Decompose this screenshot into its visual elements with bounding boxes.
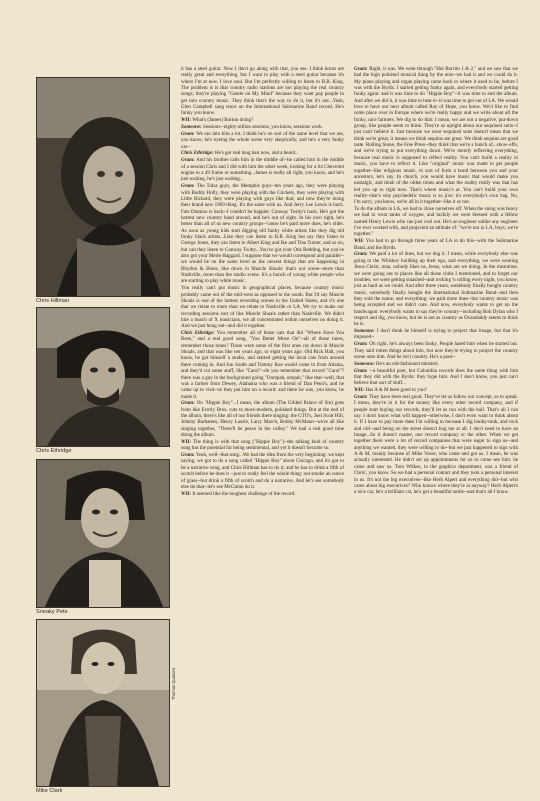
paragraph — [181, 131, 344, 150]
paragraph — [181, 400, 344, 438]
text-column-middle — [181, 66, 344, 801]
speaker-label: Gram: — [354, 251, 368, 258]
caption-chris-hillman: Chris Hillman — [36, 298, 70, 304]
speaker-label: Gram: — [354, 341, 368, 348]
paragraph — [354, 251, 518, 327]
speaker-label: WH: — [354, 387, 365, 394]
caption-mike-clark: Mike Clark — [36, 788, 63, 794]
paragraph — [354, 328, 518, 341]
photo-chris-ethridge — [36, 307, 170, 447]
paragraph-text: What's (James) Burton doing? — [192, 117, 254, 124]
paragraph-text: You remember all of those cats that did "Where Have You Been," and a real good song, "You Better Move On"--all of those tunes, remember those tunes? Those were some of the first ones cut down in Muscle Shoals, and that was like ten years ago, or eight years ago. Old Rick Hall, you know, he got himself a studio, and started getting the local cats from around there coming in. And Jon South and Tommy Roe would come in from Atlanta, and they'd cut some stuff, like "Carol"--do you remember that record "Carol"? there was a guy in the background going "Oompah, umpah," like that--well, that was a farmer from Dewey, Alabama who was a friend of Dan Penn's, and he came up to visit--so they put him on a record: and there he was, you know, he made it. — [181, 330, 344, 400]
speaker-label: Gram: — [354, 367, 368, 374]
photo-sneaky-pete — [36, 459, 170, 608]
paragraph-text: You had to go through three years of LA to do this--with the Submarine Band, and the Byrds. — [354, 238, 518, 251]
speaker-label: Gram: — [181, 157, 195, 164]
photo-chris-hillman — [36, 77, 170, 297]
paragraph — [354, 238, 518, 251]
paragraph — [181, 439, 344, 452]
paragraph-text: Right, it was. We went through "Hot Burrito 1 & 2," and we saw that we had the high polished musical thing by the nuts--we had it and we could do it. My piano playing and organ playing came back to where it used to be, before I was with the Byrds. I started getting funky again, and everybody started getting funky again: and it was time to do "Hippie Boy"--it was time to end the album. And after we did it, it was time to beat it--it was time to get out of LA. We would love to have our next album called Ray of Hope, you know. We'd like to find some place over in Europe where we're really happy and we write about all the funky, nice farmers. We dig to do that: I mean, we are not a negative, put-down group, like people seem to think. They're so uptight about our sequined suits--I just can't believe it. Just because we wear sequined suits doesn't mean that we think we're great, it means we think sequins are great. We think sequins are good taste. Rolling Stone, the Free Press--they think that we're a bunch of...show-offs, and we're trying to put everything down. We're merely reflecting everything, because real music is supposed to reflect reality. You can't build a reality in music, you have to reflect it. Like "original" music was made to get people together--like religious music, to sort of form a bond between you and your ancestors, let's say. In church, you would have music that would make you nostalgic, and think of the olden times and what the reality really was that has led you up to right now. That's where music's at. You can't build your own reality--that's why psychedelic music is so jive: it's everybody's own bag. No, I'm sorry, you know, we're all in it together--like it or not. — [354, 66, 518, 206]
paragraph — [181, 330, 344, 400]
paragraph-text: To do the album in LA, we had to close ourselves off. When the smog was heavy we had to wear tanks of oxygen, and luckily we were blessed with a fellow named Henry Lewis who can just cool out. He's an engineer unlike any engineer I've ever worked with, and projected an attitude of: "we're not in LA, boys, we're together." — [354, 206, 518, 238]
paragraph-text: He's got real long hair now, and a beard... — [214, 150, 299, 157]
paragraph — [181, 66, 344, 117]
paragraph — [354, 66, 518, 206]
paragraph-text: it has a steel guitar. Now I don't go along with that, you see. I think horns are really great and everything, but I want to play with a steel guitar because it's where I'm at now. I love soul. But I'm perfectly willing to listen to B.B. King. The problem is is that country radio stations are not playing the real country songs; they're playing "Gentle on My Mind" because they want pop people to get into country music. They think that's the way to do it, but it's not...Yeah, Glen Campbell sang tenor on the International Submarine Band record. He's funky you know. — [181, 66, 344, 117]
speaker-label: Gram: — [354, 394, 368, 401]
speaker-label: WH: — [354, 238, 365, 245]
speaker-label: Someone: — [354, 360, 375, 367]
caption-sneaky-pete: Sneaky Pete — [36, 609, 68, 615]
paragraph-text: Oh right, he's always been funky. People hated him when he started out. They said rotten things about him, but now they're trying to project the country scene onto him. And he isn't country. He's a poet-- — [354, 341, 518, 360]
speaker-label: Gram: — [181, 400, 195, 407]
caption-chris-ethridge: Chris Ethridge — [36, 448, 72, 454]
paragraph — [181, 124, 344, 130]
paragraph-text: We paid a lot of dues, but we dug it. I mean, while everybody else was going to the Whiskey building up their ego, and everything, we were wearing Jesus Christ, man, nobody likes us, Jesus, what are we doing. In the meantime, we were going out to places like all those clubs I mentioned, and to forget our troubles, we were getting smashed--and rocking 'n rolling every night, you know, just as hard as we could. And after three years, somebody finally bought country music, somebody finally bought the International Submarine Band--and then they sold the name, and everything: we paid more dues--but country music was being accepted and we didn't care. And now, everybody wants to get on the bandwagon: everybody wants to say they're country--including Bob Dylan who I respect and dig, you know, but he is not as country as Ovandaddy seems to think he is. — [354, 251, 518, 328]
paragraph-text: On "Hippie Boy"...I mean, the album (The Gilded Palace of Sin) goes from like Everly Bros. cuts to more-modern, polished things. But at the end of the album, there's like all of our friends there singing: the GTO's, Joel Scott Hill, Johnny Barbatees, Henry Laurie, Larry March, Bobby McMann--we're all like singing together, "There'll be peace in the valley." We had a real good time doing the album. — [181, 400, 344, 439]
speaker-label: Gram: — [181, 183, 195, 190]
speaker-label: WH: — [181, 438, 192, 445]
speaker-label: Gram: — [181, 130, 195, 137]
paragraph-text: Has A & M been good to you? — [365, 387, 427, 394]
speaker-label: WH: — [181, 117, 192, 124]
paragraph — [354, 387, 518, 393]
paragraph — [181, 183, 344, 285]
paragraph-text: I don't think he himself is trying to project that image, but that it's imposed-- — [354, 328, 518, 341]
speaker-label: Chris Ethridge: — [181, 330, 215, 337]
paragraph — [181, 117, 344, 123]
paragraph — [354, 341, 518, 360]
paragraph — [354, 206, 518, 238]
paragraph-text: They have been real good. They've let us follow our concept, so to speak. I mean, they're in it for the money like every other record company, and if people start buying our records, they'll let us run with the ball. That's all I can say. I don't know what will happen--otherwise, I don't even want to think about it. If I have to pay more dues I'm willing to because I dig honky-tonk, and rock and roll--and being on the street doesn't bug me at all. I don't need to have an image...So it doesn't matter, one record company or the other. When we get together there were a lot of record companies that were eager to sign us--and anything we wanted, they were willing to do--but we just happened to sign with A & M, mainly because of Mike Vosse, who came and got us. I mean, he was actually interested. He didn't set up appointments for us to come see him: he came and saw us. Tom Wilkes, in the graphics department, was a friend of Chris', you know. So we had a personal contact and they took a personal interest in us. It's not the big executives--like Herb Alpert and everything did--but who cares about big executives? Who knows where they're at anyway? Herb Alpert's a nice cat, he's a brilliant cat, he's got a beautiful smile--and that's all I know. — [354, 394, 518, 496]
paragraph — [181, 452, 344, 490]
paragraph-text: It seemed like the toughest challenge of the record. — [192, 490, 296, 497]
speaker-label: Chris Ethridge: — [181, 150, 214, 157]
speaker-label: WH: — [181, 490, 192, 497]
paragraph — [181, 150, 344, 156]
paragraph-text: We ran into him a lot. I think he's on sort of the same level that we are, you know; he's eyeing the whole scene very skeptically, and he's a very funky cat-- — [181, 130, 344, 150]
paragraph-text: And his brother calls him in the middle of--he called him in the middle of a session Chris and I did with him the other week, looking for a 64 Chevrolet engine in a 49 frame or something...James is really all right, you know, and he's just waiting, he's just waiting... — [181, 157, 344, 183]
speaker-label: Someone: — [181, 124, 202, 131]
paragraph-text: He's an old-fashioned minstrel. — [376, 360, 439, 367]
paragraph — [354, 394, 518, 496]
paragraph-text: Sessions--eighty-zillion sessions, you know, sessions work. — [203, 124, 323, 131]
paragraph-text: Yeah, well--that song...We had the idea from the very beginning: we kept saying, we got to do a song called "Hippie Boy" about Chicago, and it's got to be a narrative song, and Chris Hillman has to do it; and he has to drink a fifth of scotch before he does it --just to really feel the whole thing: not smoke an ounce of grass--but drink a fifth of scotch and do a narrative. And let's see somebody else do that--let's see McGuinn do it. — [181, 452, 344, 490]
paragraph-text: --a beautiful poet, but Columbia records does the same thing with him that they did with the Byrds: they hype him. And I don't know, you just can't believe that sort of stuff... — [354, 367, 518, 387]
speaker-label: Gram: — [181, 452, 195, 459]
paragraph-text: The thing is with that song ("Hippie Boy")--the talking kind of country song has the potential for being sentimental, and yet it doesn't become so. — [181, 438, 344, 452]
paragraph — [354, 361, 518, 367]
paragraph-text: You really can't put music in geographical places, because country music probably came out of the mid-west as opposed to the south. But I'd say Muscle Shoals is one of the hottest recording scenes in the United States, and it's one that we relate to more than we relate to Nashville or LA. We try to make our recording sessions sort of like Muscle Shoals rather than Nashville. We didn't hire a bunch of X musicians, we all concentrated within ourselves on doing it. And we just hung out--and did it together. — [181, 285, 344, 330]
paragraph — [181, 285, 344, 329]
photo-mike-clark — [36, 619, 170, 787]
text-column-right — [354, 66, 518, 801]
photo-credit: Thomas Quaiatra — [171, 667, 176, 700]
speaker-label: Someone: — [354, 328, 375, 335]
paragraph-text: The Tulsa guys, the Memphis guys--ten years ago, they were playing with Buddy Holly, they were playing with the Crickets, they were playing with Little Richard, they were playing with guys like that; and now they're doing their brand new 1969 thing. It's the same with us. And Jerry Lee Lewis is back. Fats Domino is back--I couldn't be happier. Conway Twitty's back. He's got the hottest new country band around, and he's out of sight. In his own right, he's better than all of us new country groups--'cause he's paid more dues, he's older. As soon as young kids start digging old funky white artists like they dig old funky black artists...Like they can listen to B.B. King but say they listen to George Jones, they can listen to Albert King and Ike and Tina Turner, and so on, but can they listen to Conway Twitty...You've got your Otis Redding, but you've also got your Merle Haggard. I suppose that we would correspond and parallel--we would be on the same level as the newest things that are happening in Rhythm & Blues, like down in Muscle Shoals: that's our scene--more than Nashville, more than the studio scene. It's a bunch of young white people who are starting to play white music. — [181, 183, 344, 285]
paragraph — [181, 157, 344, 182]
speaker-label: Gram: — [354, 66, 368, 72]
paragraph — [181, 491, 344, 497]
paragraph — [354, 368, 518, 387]
